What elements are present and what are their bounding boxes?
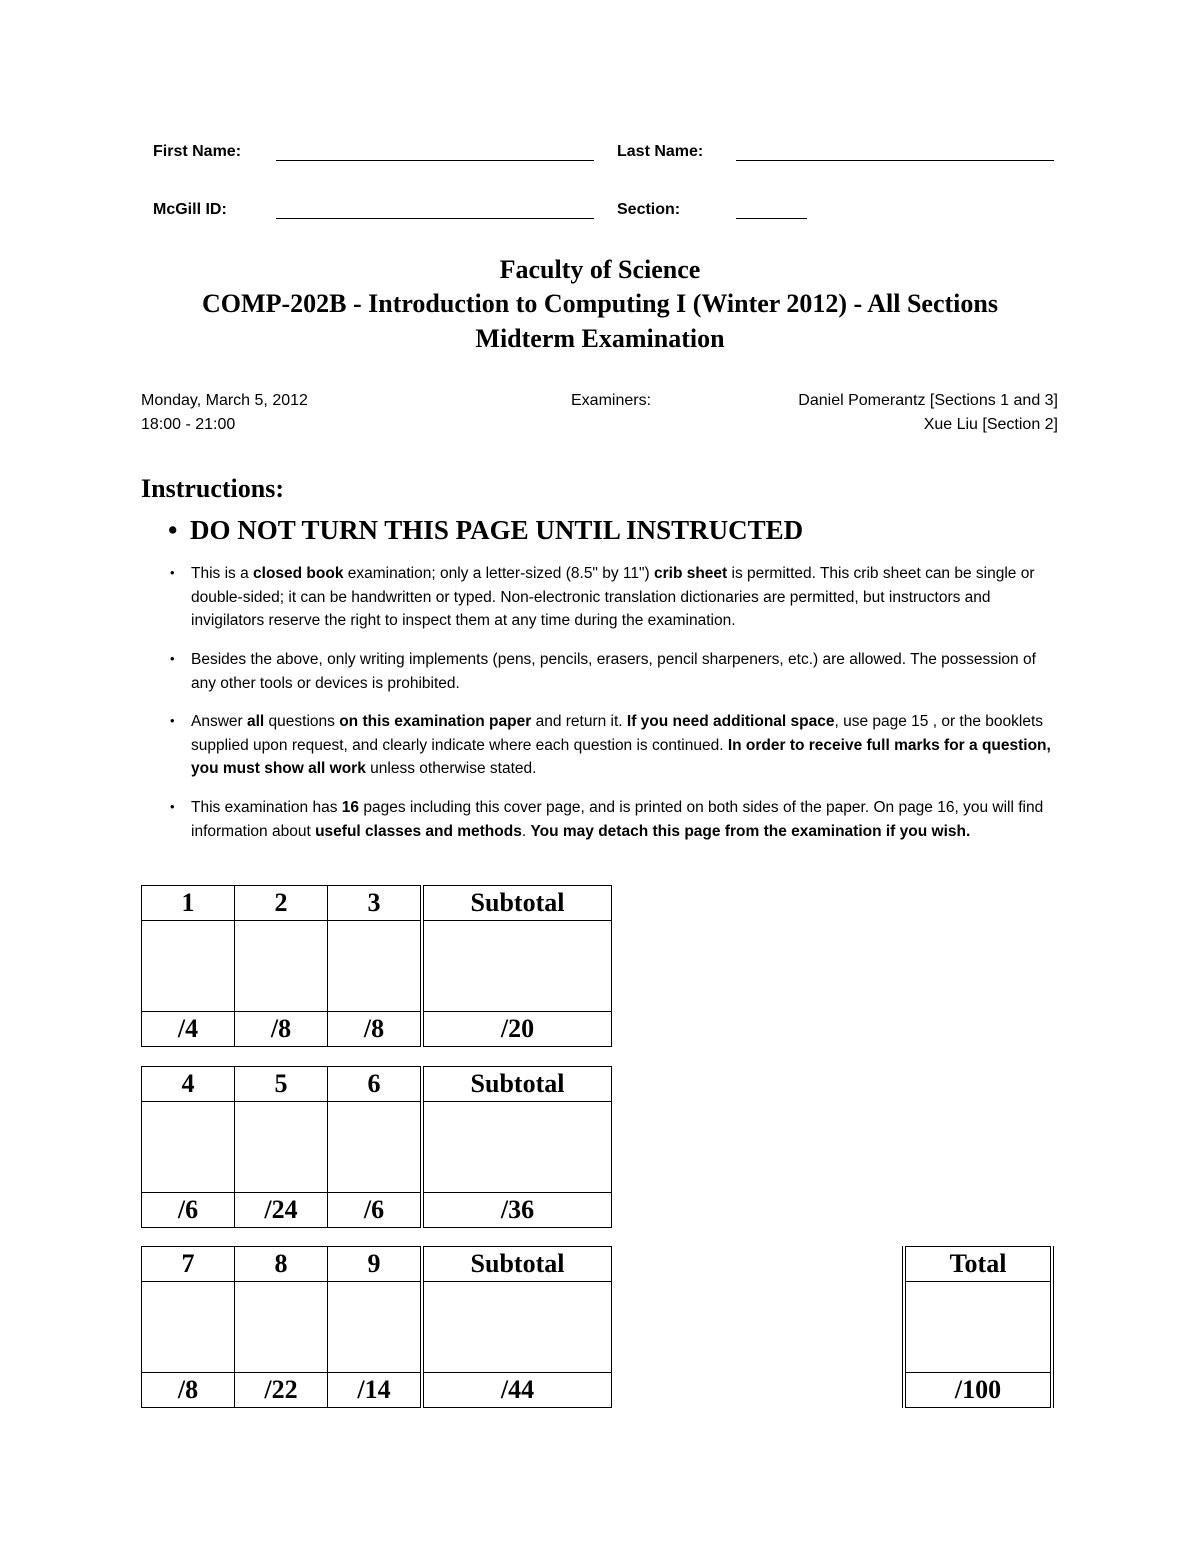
- question-number: 2: [235, 886, 328, 921]
- question-number: 7: [142, 1247, 235, 1282]
- max-score: /6: [142, 1193, 235, 1228]
- score-cell[interactable]: [142, 1282, 235, 1373]
- first-name-label: First Name:: [153, 143, 242, 160]
- score-cell[interactable]: [142, 921, 235, 1012]
- bullet-icon: •: [168, 515, 178, 545]
- exam-time: 18:00 - 21:00: [141, 416, 236, 433]
- score-table-2: [141, 1066, 612, 1228]
- subtotal-label: Subtotal: [422, 886, 612, 921]
- question-number: 9: [328, 1247, 423, 1282]
- total-cell[interactable]: [904, 1282, 1052, 1373]
- subtotal-max: /20: [422, 1012, 612, 1047]
- instructions-heading: Instructions:: [141, 474, 285, 503]
- max-score: /8: [235, 1012, 328, 1047]
- subtotal-label: Subtotal: [422, 1067, 612, 1102]
- first-name-field[interactable]: [276, 160, 594, 161]
- score-cell[interactable]: [235, 1102, 328, 1193]
- main-instruction: [168, 515, 803, 546]
- max-score: /24: [235, 1193, 328, 1228]
- course-title: COMP-202B - Introduction to Computing I (Winter 2012) - All Sections: [202, 289, 998, 318]
- exam-date: Monday, March 5, 2012: [141, 392, 308, 409]
- max-score: /22: [235, 1373, 328, 1408]
- score-cell[interactable]: [235, 1282, 328, 1373]
- subtotal-label: Subtotal: [422, 1247, 612, 1282]
- total-label: Total: [904, 1247, 1052, 1282]
- instruction-item-4: This examination has 16 pages including this cover page, and is printed on both sides of the paper. On page 16, you will find information about useful classes and methods. You may detach this page from the examination if you wish.: [191, 799, 1044, 840]
- section-label: Section:: [617, 201, 681, 218]
- examiners-label: Examiners:: [571, 392, 652, 409]
- subtotal-cell[interactable]: [422, 1102, 612, 1193]
- examiner-2: Xue Liu [Section 2]: [923, 416, 1058, 433]
- bullet-icon: •: [170, 565, 175, 580]
- score-cell[interactable]: [235, 921, 328, 1012]
- exam-title: Midterm Examination: [475, 324, 725, 353]
- bullet-icon: •: [170, 651, 175, 666]
- score-cell[interactable]: [328, 1282, 423, 1373]
- main-instruction-text: DO NOT TURN THIS PAGE UNTIL INSTRUCTED: [190, 515, 804, 545]
- subtotal-cell[interactable]: [422, 1282, 612, 1373]
- question-number: 8: [235, 1247, 328, 1282]
- mcgill-id-label: McGill ID:: [153, 201, 227, 218]
- last-name-label: Last Name:: [617, 143, 704, 160]
- question-number: 4: [142, 1067, 235, 1102]
- question-number: 6: [328, 1067, 423, 1102]
- score-table-3: [141, 1246, 612, 1408]
- max-score: /6: [328, 1193, 423, 1228]
- last-name-field[interactable]: [736, 160, 1054, 161]
- bullet-icon: •: [170, 799, 175, 814]
- question-number: 5: [235, 1067, 328, 1102]
- max-score: /8: [328, 1012, 423, 1047]
- total-max: /100: [904, 1373, 1052, 1408]
- subtotal-max: /36: [422, 1193, 612, 1228]
- score-cell[interactable]: [328, 1102, 423, 1193]
- score-cell[interactable]: [328, 921, 423, 1012]
- section-field[interactable]: [736, 218, 807, 219]
- score-cell[interactable]: [142, 1102, 235, 1193]
- question-number: 3: [328, 886, 423, 921]
- bullet-icon: •: [170, 713, 175, 728]
- faculty-title: Faculty of Science: [499, 255, 701, 284]
- max-score: /8: [142, 1373, 235, 1408]
- total-table: [902, 1246, 1054, 1408]
- max-score: /14: [328, 1373, 423, 1408]
- score-table-1: [141, 885, 612, 1047]
- examiner-1: Daniel Pomerantz [Sections 1 and 3]: [798, 392, 1058, 409]
- max-score: /4: [142, 1012, 235, 1047]
- subtotal-max: /44: [422, 1373, 612, 1408]
- subtotal-cell[interactable]: [422, 921, 612, 1012]
- instruction-item-2: Besides the above, only writing implements (pens, pencils, erasers, pencil sharpeners, etc.) are allowed. The possession of any other tools or devices is prohibited.: [191, 651, 1036, 692]
- instruction-item-3: Answer all questions on this examination paper and return it. If you need additional space, use page 15 , or the booklets supplied upon request, and clearly indicate where each question is continued. In order to receive full marks for a question, you must show all work unless otherwise stated.: [191, 713, 1051, 777]
- question-number: 1: [142, 886, 235, 921]
- instruction-item-1: This is a closed book examination; only a letter-sized (8.5" by 11") crib sheet is permitted. This crib sheet can be single or double-sided; it can be handwritten or typed. Non-electronic translation dictionaries are permitted, but instructors and invigilators reserve the right to inspect them at any time during the examination.: [191, 565, 1035, 629]
- mcgill-id-field[interactable]: [276, 218, 594, 219]
